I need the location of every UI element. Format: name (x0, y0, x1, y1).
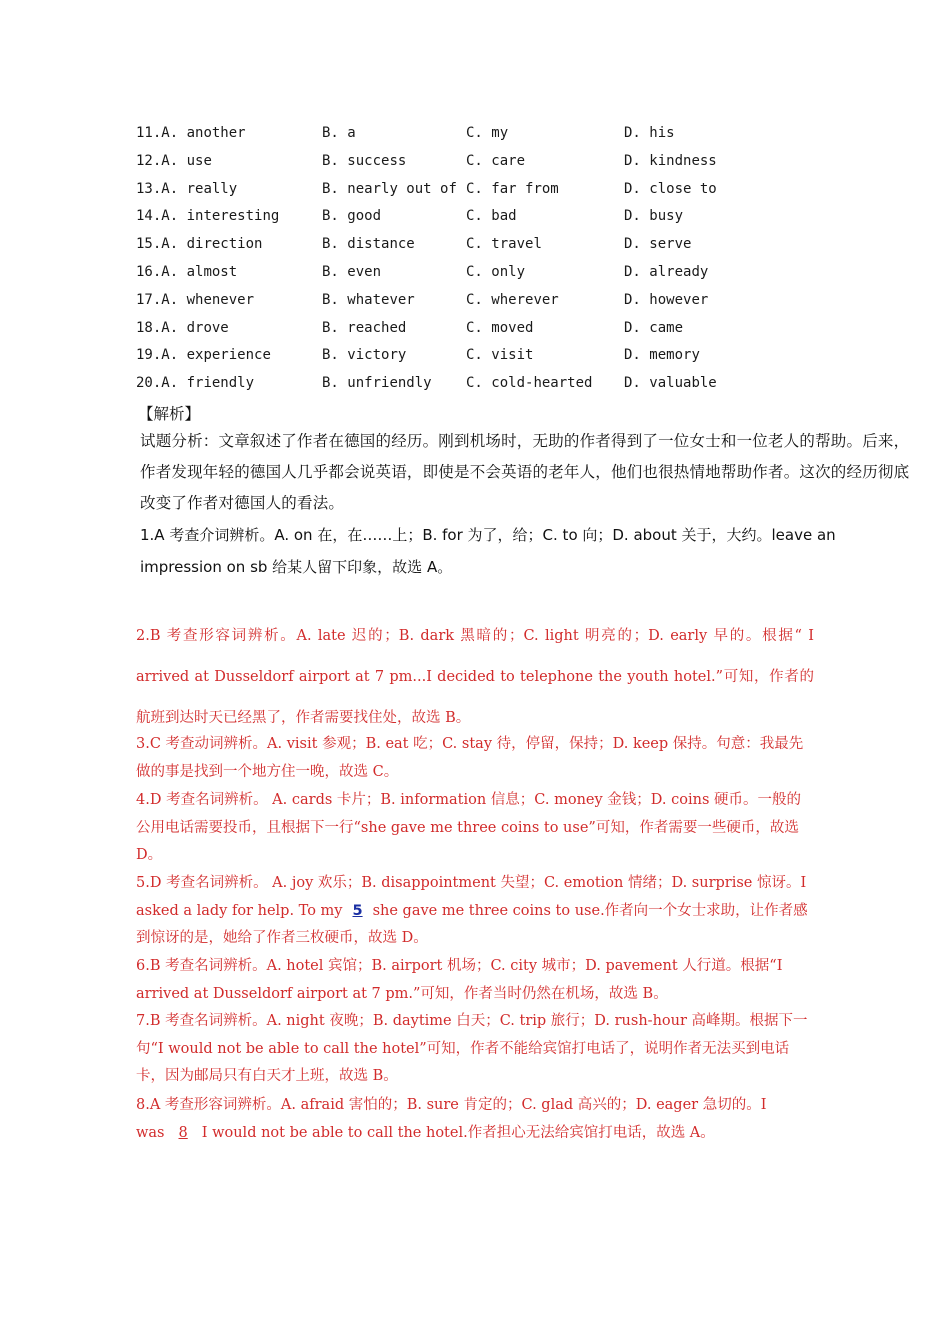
question-number: 12.A. use (136, 152, 212, 169)
option-c: C. far from (466, 180, 559, 197)
question-number: 13.A. really (136, 180, 238, 197)
explanation-q8 (136, 1092, 814, 1147)
explanation-q8-rest: I would not be able to call the hotel.作者担心无法给宾馆打电话，故选 A。 (201, 1124, 715, 1141)
option-d: D. close to (624, 180, 717, 197)
option-row (136, 343, 836, 371)
option-b: B. a (322, 125, 356, 141)
option-c: C. only (466, 263, 526, 280)
option-row (136, 288, 836, 316)
question-number: 18.A. drove (136, 319, 229, 336)
question-number: 17.A. whenever (136, 291, 255, 308)
explanation-q1: 1.A 考查介词辨析。A. on 在，在……上；B. for 为了，给；C. to 向；D. about 关于，大约。leave an impression on sb 给某人留下印象，故选 A。 (140, 526, 836, 576)
option-d: D. kindness (624, 152, 717, 169)
option-b: B. nearly out of (322, 180, 457, 197)
option-c: C. wherever (466, 291, 559, 308)
option-c: C. visit (466, 347, 534, 364)
option-d: D. his (624, 125, 675, 141)
explanation-q7: 7.B 考查名词辨析。A. night 夜晚；B. daytime 白天；C. trip 旅行；D. rush-hour 高峰期。根据下一句“I would not be able to call the hotel”可知，作者不能给宾馆打电话了，说明作者无法买到电话卡，因为邮局只有白天才上班，故选 B。 (136, 1013, 808, 1084)
explanation-q3: 3.C 考查动词辨析。A. visit 参观；B. eat 吃；C. stay 待，停留，保持；D. keep 保持。句意：我最先做的事是找到一个地方住一晚，故选 C。 (136, 736, 804, 780)
analysis-summary: 试题分析：文章叙述了作者在德国的经历。刚到机场时，无助的作者得到了一位女士和一位老人的帮助。后来，作者发现年轻的德国人几乎都会说英语，即使是不会英语的老年人，他们也很热情地帮助作者。这次的经历彻底改变了作者对德国人的看法。 (140, 432, 910, 512)
options-table (136, 121, 836, 399)
option-row (136, 260, 836, 288)
explanation-q5-rest: she gave me three coins to use.作者向一个女士求助，让作者感到惊讶的是，她给了作者三枚硬币，故选 D。 (136, 902, 808, 946)
option-d: D. already (624, 263, 709, 280)
analysis-heading: 【解析】 (138, 405, 201, 423)
option-row (136, 316, 836, 344)
option-row (136, 371, 836, 399)
option-row (136, 121, 836, 149)
explanation-q2: 2.B 考查形容词辨析。A. late 迟的；B. dark 黑暗的；C. light 明亮的；D. early 早的。根据“ I arrived at Dusseldorf airport at 7 pm...I decided to telephone the youth hotel.”可知，作者的航班到达时天已经黑了，作者需要找住处，故选 B。 (136, 628, 814, 726)
option-b: B. unfriendly (322, 375, 432, 392)
option-d: D. busy (624, 208, 684, 225)
question-number: 16.A. almost (136, 263, 238, 280)
question-number: 19.A. experience (136, 347, 271, 364)
option-row (136, 204, 836, 232)
option-c: C. travel (466, 236, 542, 253)
option-b: B. even (322, 263, 382, 280)
question-number: 14.A. interesting (136, 208, 280, 225)
option-d: D. however (624, 291, 709, 308)
explanation-q5-text: 5.D 考查名词辨析。 A. joy 欢乐；B. disappointment 失望；C. emotion 情绪；D. surprise 惊讶。I asked a lady for help. To my (136, 875, 807, 919)
explanation-q5 (136, 870, 814, 953)
explanation-q6: 6.B 考查名词辨析。A. hotel 宾馆；B. airport 机场；C. city 城市；D. pavement 人行道。根据“I arrived at Dusseldorf airport at 7 pm.”可知，作者当时仍然在机场，故选 B。 (136, 958, 783, 1002)
question-number: 15.A. direction (136, 236, 263, 253)
option-d: D. came (624, 319, 684, 336)
option-c: C. bad (466, 208, 517, 225)
option-d: D. valuable (624, 375, 717, 392)
analysis-section (136, 402, 916, 583)
option-c: C. cold-hearted (466, 375, 593, 392)
option-b: B. good (322, 208, 382, 225)
explanation-q8-text: 8.A 考查形容词辨析。A. afraid 害怕的；B. sure 肯定的；C. glad 高兴的；D. eager 急切的。I was (136, 1097, 767, 1141)
option-d: D. serve (624, 236, 692, 253)
option-c: C. my (466, 125, 509, 141)
option-b: B. distance (322, 236, 415, 253)
option-b: B. victory (322, 347, 407, 364)
option-b: B. whatever (322, 291, 415, 308)
blank-8: 8 (178, 1124, 188, 1141)
option-c: C. care (466, 152, 526, 169)
explanation-q4: 4.D 考查名词辨析。 A. cards 卡片；B. information 信息；C. money 金钱；D. coins 硬币。一般的公用电话需要投币，且根据下一行“she gave me three coins to use”可知，作者需要一些硬币，故选 D。 (136, 792, 802, 863)
question-number: 11.A. another (136, 125, 246, 141)
option-d: D. memory (624, 347, 700, 364)
option-row (136, 177, 836, 205)
option-b: B. reached (322, 319, 407, 336)
option-row (136, 232, 836, 260)
blank-5: 5 (352, 902, 363, 919)
option-b: B. success (322, 152, 407, 169)
option-c: C. moved (466, 319, 534, 336)
option-row (136, 149, 836, 177)
question-number: 20.A. friendly (136, 375, 255, 392)
